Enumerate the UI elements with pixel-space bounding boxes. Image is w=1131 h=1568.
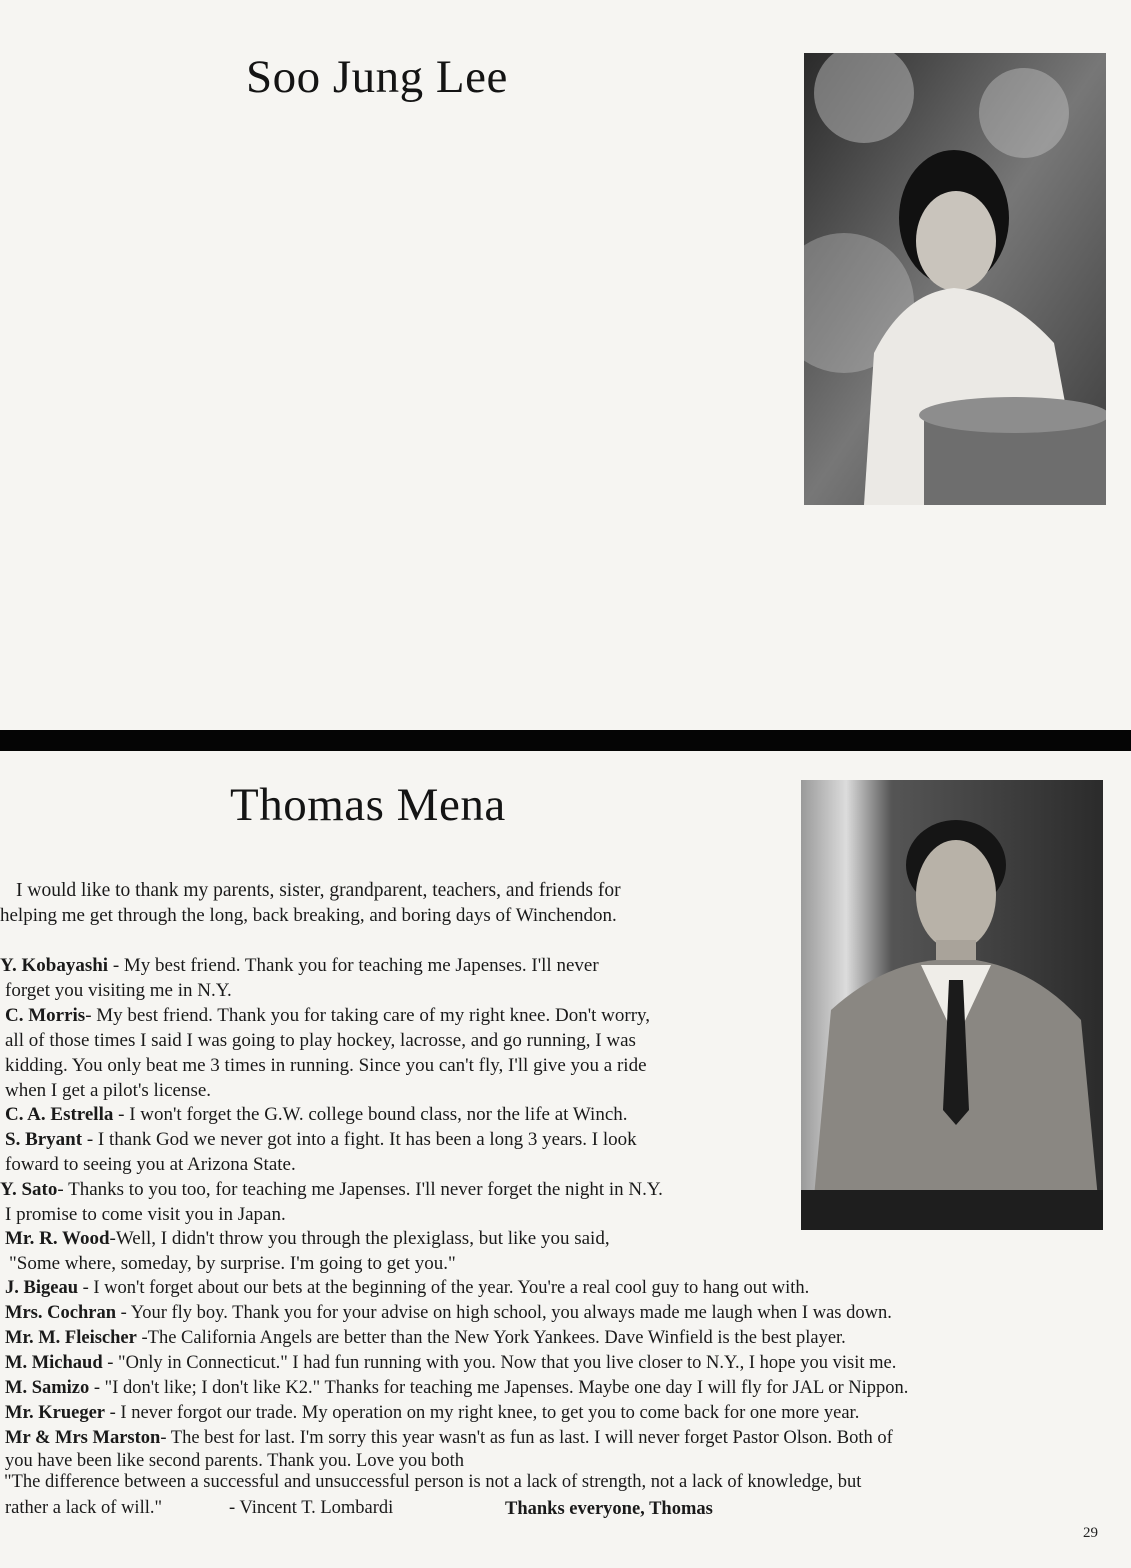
- dedication-line: Y. Sato- Thanks to you too, for teaching me Japenses. I'll never forget the night in N.Y.: [0, 1179, 663, 1200]
- dedication-line: Y. Kobayashi - My best friend. Thank you for teaching me Japenses. I'll never: [0, 955, 599, 976]
- quote-author: - Vincent T. Lombardi: [229, 1498, 394, 1518]
- dedication-line: when I get a pilot's license.: [5, 1080, 212, 1101]
- intro-line: I would like to thank my parents, sister, grandparent, teachers, and friends for: [16, 880, 621, 901]
- quote-line: rather a lack of will.": [5, 1498, 163, 1518]
- dedication-line: forget you visiting me in N.Y.: [5, 980, 232, 1001]
- dedication-line: C. Morris- My best friend. Thank you for taking care of my right knee. Don't worry,: [5, 1005, 651, 1026]
- dedication-line: M. Michaud - "Only in Connecticut." I had fun running with you. Now that you live closer to N.Y., I hope you visit me.: [5, 1353, 897, 1373]
- dedication-line: I promise to come visit you in Japan.: [5, 1204, 286, 1225]
- dedication-line: you have been like second parents. Thank you. Love you both: [5, 1451, 464, 1471]
- closing-signature: Thanks everyone, Thomas: [505, 1499, 713, 1519]
- dedication-line: kidding. You only beat me 3 times in running. Since you can't fly, I'll give you a ride: [5, 1055, 647, 1076]
- dedication-line: foward to seeing you at Arizona State.: [5, 1154, 296, 1175]
- dedication-line: Mr & Mrs Marston- The best for last. I'm sorry this year wasn't as fun as last. I will never forget Pastor Olson. Both of: [5, 1428, 893, 1448]
- dedication-line: S. Bryant - I thank God we never got into a fight. It has been a long 3 years. I look: [5, 1129, 637, 1150]
- dedication-line: "Some where, someday, by surprise. I'm going to get you.": [9, 1253, 456, 1274]
- dedication-line: J. Bigeau - I won't forget about our bets at the beginning of the year. You're a real cool guy to hang out with.: [5, 1278, 810, 1298]
- dedication-line: Mr. M. Fleischer -The California Angels are better than the New York Yankees. Dave Winfield is the best player.: [5, 1328, 846, 1348]
- student-photo-2: [801, 780, 1103, 1230]
- section-divider: [0, 730, 1131, 751]
- student-photo-1: [804, 53, 1106, 505]
- student-name-1: Soo Jung Lee: [246, 51, 508, 103]
- portrait-photo-2: [801, 780, 1103, 1230]
- dedication-line: Mr. Krueger - I never forgot our trade. My operation on my right knee, to get you to come back for one more year.: [5, 1403, 860, 1423]
- portrait-photo-1: [804, 53, 1106, 505]
- dedication-line: Mrs. Cochran - Your fly boy. Thank you for your advise on high school, you always made me laugh when I was down.: [5, 1303, 892, 1323]
- dedication-line: Mr. R. Wood-Well, I didn't throw you through the plexiglass, but like you said,: [5, 1228, 610, 1249]
- intro-line: helping me get through the long, back breaking, and boring days of Winchendon.: [0, 905, 617, 926]
- student-name-2: Thomas Mena: [230, 779, 506, 831]
- quote-line: "The difference between a successful and unsuccessful person is not a lack of strength, not a lack of knowledge, but: [4, 1472, 862, 1492]
- dedication-line: C. A. Estrella - I won't forget the G.W. college bound class, nor the life at Winch.: [5, 1104, 628, 1125]
- page-number: 29: [1083, 1525, 1098, 1541]
- dedication-line: all of those times I said I was going to play hockey, lacrosse, and go running, I was: [5, 1030, 636, 1051]
- dedication-line: M. Samizo - "I don't like; I don't like K2." Thanks for teaching me Japenses. Maybe one day I will fly for JAL or Nippon.: [5, 1378, 909, 1398]
